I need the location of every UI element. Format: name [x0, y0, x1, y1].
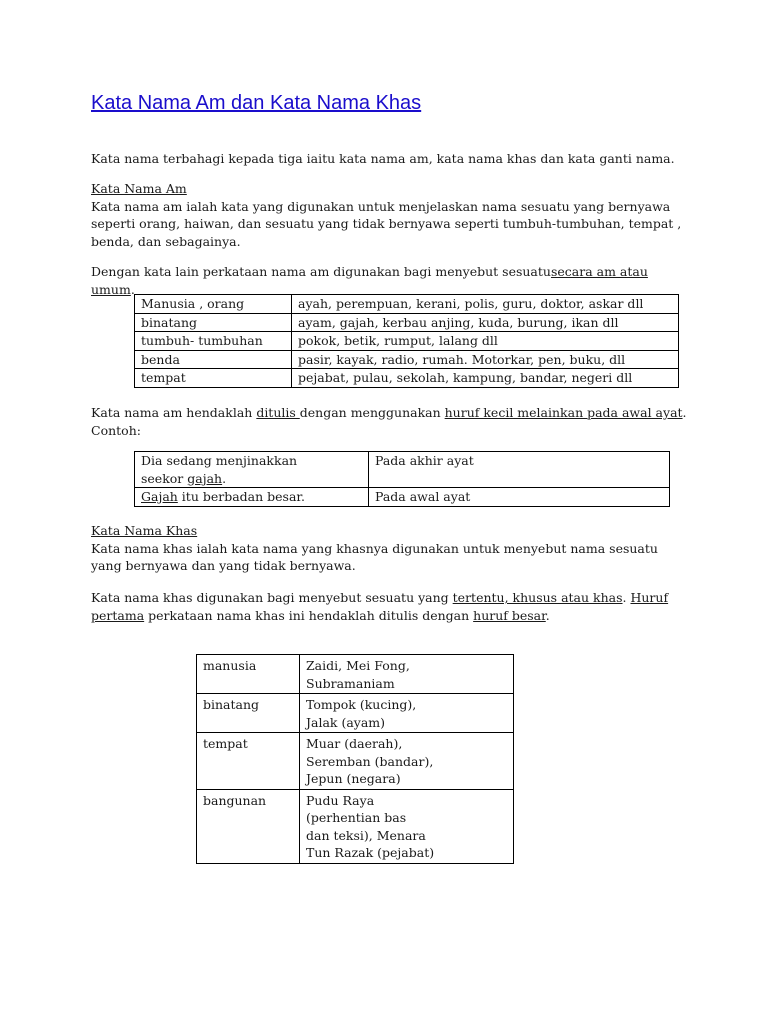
khas-category-cell: binatang — [197, 694, 300, 733]
am-usage-paragraph — [91, 263, 691, 298]
khas-examples-cell: Muar (daerah), Seremban (bandar), Jepun (negara) — [300, 733, 514, 790]
am-definition: Kata nama am ialah kata yang digunakan untuk menjelaskan nama sesuatu yang bernyawa seperti orang, haiwan, dan sesuatu yang tidak bernyawa seperti tumbuh-tumbuhan, tempat , benda, dan sebagainya. — [91, 198, 682, 249]
am-row — [135, 295, 679, 314]
am-category-cell: tumbuh- tumbuhan — [135, 332, 292, 351]
am-category-cell: binatang — [135, 313, 292, 332]
am-examples-cell: ayah, perempuan, kerani, polis, guru, doktor, askar dll — [292, 295, 679, 314]
am-rule-text-mid: dengan menggunakan — [299, 405, 445, 420]
am-rule-underline-1: ditulis — [256, 405, 300, 420]
example-row-2 — [135, 488, 670, 507]
khas-category-cell: manusia — [197, 655, 300, 694]
am-row — [135, 350, 679, 369]
khas-heading: Kata Nama Khas — [91, 523, 198, 538]
am-heading: Kata Nama Am — [91, 181, 187, 196]
khas-examples-cell: Tompok (kucing), Jalak (ayam) — [300, 694, 514, 733]
khas-row — [197, 655, 514, 694]
khas-usage-text: Kata nama khas digunakan bagi menyebut sesuatu yang — [91, 590, 453, 605]
example-2-keyword: Gajah — [141, 489, 178, 504]
example-1-keyword: gajah — [187, 470, 223, 486]
am-usage-text: Dengan kata lain perkataan nama am digunakan bagi menyebut sesuatu — [91, 264, 551, 279]
am-rule-paragraph — [91, 404, 691, 439]
example-1-end: . — [222, 470, 227, 486]
example-1-line-2: seekor — [141, 470, 188, 486]
example-2-text: itu berbadan besar. — [177, 489, 305, 504]
khas-examples-cell: Zaidi, Mei Fong, Subramaniam — [300, 655, 514, 694]
khas-section — [91, 522, 691, 575]
khas-usage-underline-1: tertentu, khusus atau khas — [452, 590, 623, 605]
am-row — [135, 313, 679, 332]
khas-usage-text-mid: perkataan nama khas ini hendaklah ditulis dengan — [144, 607, 474, 623]
am-examples-cell: pokok, betik, rumput, lalang dll — [292, 332, 679, 351]
khas-usage-underline-3: huruf besar — [473, 607, 546, 623]
khas-category-cell: tempat — [197, 733, 300, 790]
am-category-cell: benda — [135, 350, 292, 369]
am-rule-text: Kata nama am hendaklah — [91, 405, 257, 420]
am-category-cell: tempat — [135, 369, 292, 388]
am-examples-cell: ayam, gajah, kerbau anjing, kuda, burung, ikan dll — [292, 313, 679, 332]
khas-usage-underline-2: Huruf pertama — [91, 590, 669, 623]
khas-category-cell: bangunan — [197, 789, 300, 863]
example-1-line-1: Dia sedang menjinakkan — [141, 453, 298, 468]
am-row — [135, 332, 679, 351]
am-usage-emphasis: secara am atau umum — [91, 264, 648, 297]
example-table — [134, 451, 670, 507]
am-examples-cell: pejabat, pulau, sekolah, kampung, bandar, negeri dll — [292, 369, 679, 388]
khas-row — [197, 733, 514, 790]
contoh-label: Contoh: — [91, 422, 141, 438]
am-usage-end: . — [130, 281, 135, 297]
am-row — [135, 369, 679, 388]
page-title-link[interactable]: Kata Nama Am dan Kata Nama Khas — [91, 92, 422, 114]
am-rule-end: . — [682, 405, 687, 420]
khas-usage-paragraph — [91, 589, 691, 624]
khas-usage-end: . — [545, 607, 550, 623]
khas-usage-sep: . — [622, 590, 631, 605]
example-row-1 — [135, 452, 670, 488]
am-examples-cell: pasir, kayak, radio, rumah. Motorkar, pen, buku, dll — [292, 350, 679, 369]
khas-row — [197, 789, 514, 863]
example-2-note: Pada awal ayat — [369, 488, 670, 507]
khas-examples-cell: Pudu Raya (perhentian bas dan teksi), Menara Tun Razak (pejabat) — [300, 789, 514, 863]
example-1-note: Pada akhir ayat — [369, 452, 670, 488]
am-section — [91, 180, 691, 250]
am-table — [134, 294, 679, 388]
khas-definition: Kata nama khas ialah kata nama yang khasnya digunakan untuk menyebut nama sesuatu yang bernyawa dan yang tidak bernyawa. — [91, 540, 658, 573]
khas-row — [197, 694, 514, 733]
khas-table — [196, 654, 514, 864]
example-2-sentence — [135, 488, 369, 507]
am-category-cell: Manusia , orang — [135, 295, 292, 314]
intro-paragraph: Kata nama terbahagi kepada tiga iaitu kata nama am, kata nama khas dan kata ganti nama. — [91, 151, 675, 166]
am-rule-underline-2: huruf kecil melainkan pada awal ayat — [444, 405, 683, 420]
khas-table-body — [197, 655, 514, 864]
am-table-body — [135, 295, 679, 388]
example-1-sentence — [135, 452, 369, 488]
